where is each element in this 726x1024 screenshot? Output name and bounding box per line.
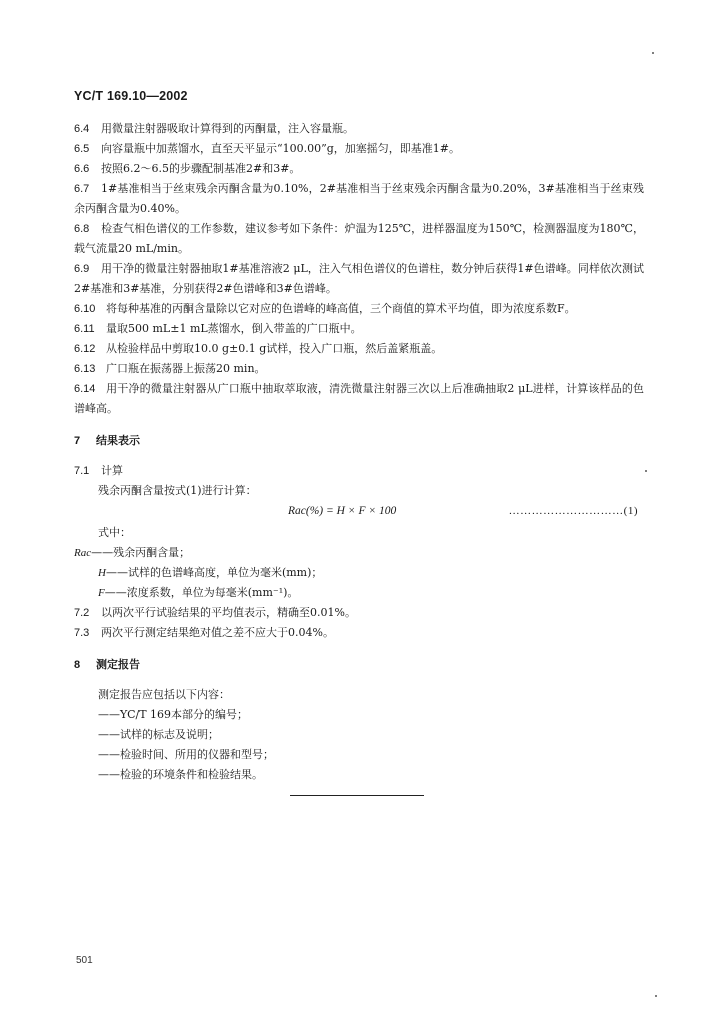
step-6-6 xyxy=(74,159,644,179)
step-number: 6.11 xyxy=(74,323,95,335)
step-6-14 xyxy=(74,379,644,419)
step-number: 6.9 xyxy=(74,263,90,275)
where-label: 式中： xyxy=(98,526,131,539)
end-rule xyxy=(290,795,424,796)
step-text: 检查气相色谱仪的工作参数，建议参考如下条件：炉温为125℃，进样器温度为150℃，检测器温度为180℃，载气流量20 mL/min。 xyxy=(74,222,644,255)
step-text: 从检验样品中剪取10.0 g±0.1 g试样，投入广口瓶，然后盖紧瓶盖。 xyxy=(106,342,443,355)
report-item: ——YC/T 169本部分的编号； xyxy=(98,708,249,721)
section-7-3: 7.3 两次平行测定结果绝对值之差不应大于0.04%。 xyxy=(74,626,334,639)
definition-f: F——浓度系数，单位为每毫米(mm⁻¹)。 xyxy=(98,586,299,599)
scan-speck xyxy=(655,995,657,997)
formula: Rac(%) = H × F × 100 xyxy=(288,505,397,517)
section-7-2: 7.2 以两次平行试验结果的平均值表示，精确至0.01%。 xyxy=(74,606,356,619)
section-8-heading: 8 测定报告 xyxy=(74,658,140,671)
step-text: 量取500 mL±1 mL蒸馏水，倒入带盖的广口瓶中。 xyxy=(106,322,362,335)
step-number: 6.10 xyxy=(74,303,96,315)
step-number: 6.5 xyxy=(74,143,90,155)
step-number: 6.14 xyxy=(74,383,96,395)
step-number: 6.4 xyxy=(74,123,90,135)
formula-reference: …………………………(1) xyxy=(508,505,638,517)
definition-rac: Rac——残余丙酮含量； xyxy=(74,546,191,559)
document-body xyxy=(74,119,644,785)
step-text: 广口瓶在振荡器上振荡20 min。 xyxy=(106,362,266,375)
step-6-12 xyxy=(74,339,644,359)
step-number: 6.8 xyxy=(74,223,90,235)
step-6-7 xyxy=(74,179,644,219)
step-text: 用微量注射器吸取计算得到的丙酮量，注入容量瓶。 xyxy=(101,122,354,135)
step-text: 用干净的微量注射器从广口瓶中抽取萃取液，清洗微量注射器三次以上后准确抽取2 μL进样，计算该样品的色谱峰高。 xyxy=(74,382,644,415)
step-number: 6.6 xyxy=(74,163,90,175)
definition-h: H——试样的色谱峰高度，单位为毫米(mm)； xyxy=(98,566,323,579)
step-6-13 xyxy=(74,359,644,379)
step-number: 6.13 xyxy=(74,363,96,375)
scan-speck xyxy=(652,52,654,54)
report-intro: 测定报告应包括以下内容： xyxy=(98,688,230,701)
report-item: ——检验的环境条件和检验结果。 xyxy=(98,768,263,781)
standard-code: YC/T 169.10—2002 xyxy=(74,89,188,103)
step-6-4 xyxy=(74,119,644,139)
step-6-10 xyxy=(74,299,644,319)
step-text: 将每种基准的丙酮含量除以它对应的色谱峰的峰高值，三个商值的算术平均值，即为浓度系数F。 xyxy=(106,302,576,315)
step-6-5 xyxy=(74,139,644,159)
formula-intro: 残余丙酮含量按式(1)进行计算： xyxy=(98,484,257,497)
report-item: ——检验时间、所用的仪器和型号； xyxy=(98,748,274,761)
step-text: 用干净的微量注射器抽取1#基准溶液2 μL，注入气相色谱仪的色谱柱，数分钟后获得1#色谱峰。同样依次测试2#基准和3#基准，分别获得2#色谱峰和3#色谱峰。 xyxy=(74,262,644,295)
step-6-8 xyxy=(74,219,644,259)
step-number: 6.7 xyxy=(74,183,90,195)
section-7-heading: 7 结果表示 xyxy=(74,434,140,447)
step-6-11 xyxy=(74,319,644,339)
page-number: 501 xyxy=(76,955,93,966)
section-7-1-heading: 7.1 计算 xyxy=(74,464,123,477)
step-text: 1#基准相当于丝束残余丙酮含量为0.10%，2#基准相当于丝束残余丙酮含量为0.20%，3#基准相当于丝束残余丙酮含量为0.40%。 xyxy=(74,182,644,215)
report-item: ——试样的标志及说明； xyxy=(98,728,219,741)
step-number: 6.12 xyxy=(74,343,96,355)
step-6-9 xyxy=(74,259,644,299)
step-text: 向容量瓶中加蒸馏水，直至天平显示“100.00”g，加塞摇匀，即基准1#。 xyxy=(101,142,460,155)
scan-speck xyxy=(645,470,647,472)
step-text: 按照6.2～6.5的步骤配制基准2#和3#。 xyxy=(101,162,301,175)
formula-row xyxy=(74,501,644,523)
